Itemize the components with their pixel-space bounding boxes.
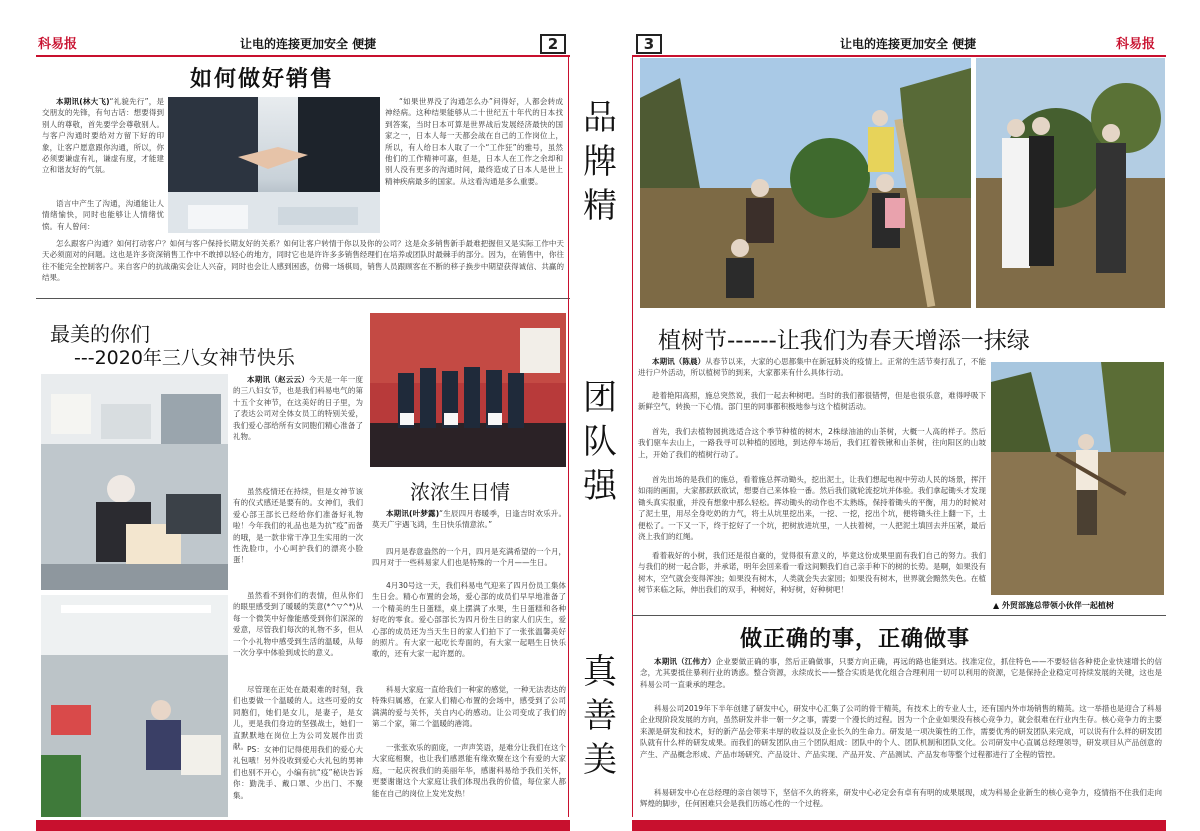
birthday-paragraph-3: 4月30号这一天，我们科易电气迎来了四月份员工集体生日会。精心布置的会场，爱心部的成员们早早地准备了一个精美的生日蛋糕，桌上摆满了水果，生日蛋糕和各种好吃的零食。爱心部部长为四月份生日的家人们庆生，爱心部的成员还为当天生日的家人们拍下了一张张温馨美好的照片。有大家一起吃长寿面的，有大家一起唱生日快乐歌的，还有大家一起许愿的。: [372, 581, 566, 659]
tree-title: 植树节------让我们为春天增添一抹绿: [658, 328, 1030, 354]
right-article-paragraph-1: 本期讯（江伟方）企业要做正确的事，然后正确做事，只要方向正确，再远的路也能到达。找准定位，抓住特色——不要轻信各种使企业快速增长的信念，尤其要抵住暴利行业的诱惑。整合资源，永续成长——整合实质是优化组合合理利用一切可以利用的资源，它是保持企业稳定可持续发展的关键，这也是科易公司一直秉承的理念。: [640, 657, 1162, 689]
vertical-slogan-2: 团 队 强: [583, 378, 617, 506]
birthday-paragraph-4: 科易大家庭一直给我们一种家的感觉，一种无法表达的特殊归属感，在家人们精心布置的会场中，感受到了公司满满的爱与关怀，关自内心的感动。让公司变成了我们的第二个家，第二个温暖的港湾。: [372, 685, 566, 729]
sales-lead: 本期讯(林大飞): [56, 97, 110, 106]
tree-paragraph-3: 首先，我们去植物园挑选适合这个季节种植的树木，2株绿油油的山茶树，大概一人高的样子。然后我们驱车去山上，一路我寻可以种植的园地，到达停车场后，我们扛着铁锹和山茶树，往向阳区的山坡上，开始了我们的植树行动了。: [638, 427, 986, 459]
sales-paragraph-2: 语言中产生了沟通，沟通能让人情绪愉快，同时也能够让人情绪忧愤。有人曾问：: [42, 199, 164, 231]
section-divider: [632, 615, 1166, 616]
header-rule: [632, 55, 1166, 57]
sales-p1: “礼貌先行”，是交朋友的先锋，有句古话：想要得到别人的尊敬，首先要学会尊敬别人。与客户沟通时要给对方留下好的印象，让客户愿意跟你沟通，所以，你必须要谦虚有礼，谦虚有度，才能建立和谐友好的气氛。: [42, 97, 164, 175]
birthday-illustration: [370, 313, 566, 467]
birthday-paragraph-2: 四月是春意盎然的一个月，四月是充满希望的一个月，四月对于一些科易家人们也是特殊的一个月——生日。: [372, 547, 566, 568]
birthday-paragraph-1: 本期讯(叶梦露)“生辰四月春暖季，日逢吉时欢乐升。莫天广宇遇飞鸿，生日快乐情意浓。”: [372, 509, 566, 530]
vertical-slogan-3: 真 善 美: [583, 652, 617, 780]
womens-paragraph-4: 尽管现在正处在最艰难的时刻，我们也要做一个温暖的人。这些可爱的女同胞们，她们是女儿，是妻子，是女儿，更是我们身边的坚强战士，她们一直默默地在岗位上为公司发展作出贡献。: [233, 685, 363, 752]
right-article-lead: 本期讯（江伟方）: [654, 657, 716, 666]
tree-planting-photo-3: [991, 362, 1164, 595]
page-number: 2: [540, 34, 566, 54]
right-article-paragraph-3: 科易研发中心在总经理的亲自领导下，坚信不久的将来，研发中心必定会有卓有有明的成果展现，成为科易企业新生的核心竞争力，疫情指不住我们走向辉煌的脚步，任何困难只会是我们历练心性的一个过程。: [640, 788, 1162, 809]
section-divider: [36, 298, 570, 299]
birthday-group-photo: [370, 313, 566, 467]
factory-photo: [41, 595, 228, 817]
page-number: 3: [636, 34, 662, 54]
right-page: [600, 0, 1200, 831]
womens-paragraph-1: 本期讯（赵云云）今天是一年一度的三八妇女节，也是我们科易电气的第十五个女神节，在这美好的日子里，为了表达公司对全体女员工的特别关爱，我们爱心部给所有女同胞们精心准备了礼物。: [233, 375, 363, 442]
tree-planting-illustration-3: [991, 362, 1164, 595]
header-slogan: 让电的连接更加安全 便捷: [240, 37, 377, 51]
header-rule: [36, 55, 570, 57]
header-slogan: 让电的连接更加安全 便捷: [840, 37, 977, 51]
tree-paragraph-2: 趁着艳阳高照，施总突然说，我们一起去种树吧。当时的我们都很错愕，但是也很乐意，难得呼吸下新鲜空气，转换一下心情。部门里的同事都积极地参与这个植树活动。: [638, 391, 986, 412]
vertical-slogan-1: 品 牌 精: [583, 98, 617, 226]
tree-photo-caption: ▲ 外贸部施总带领小伙伴一起植树: [993, 601, 1114, 610]
womens-day-title-2: ---2020年三八女神节快乐: [74, 347, 295, 369]
tree-paragraph-1: 本期讯（陈晨）从春节以来，大家的心思都集中在新冠肺炎的疫情上。正常的生活节奏打乱了，不能进行户外活动，所以植树节的到来，大家都来有什么具体行动。: [638, 357, 987, 378]
sales-paragraph-4: 怎么跟客户沟通？如何打动客户？如何与客户保持长期友好的关系？如何让客户转情于你以及你的公司？这是众多销售新手最难把握但又是实际工作中天天必须面对的问题。这也是许多资深销售工作中不敢掉以轻心的地方，同时它也是许许多多销售经理们在培养或团队时最棘手的部分。因为，在销售中，你往往不能完全控制客户。来自客户的抗战确实会让人兴奋，同时也会让人感到困惑，仿佛一场棋局，销售人员跟顾客在不断的移子换步中期望获得诚信、共赢的结果。: [42, 239, 564, 283]
tree-planting-illustration-1: [640, 58, 971, 308]
office-illustration: [41, 374, 228, 590]
footer-bar: [36, 820, 570, 831]
tree-planting-photo-2: [976, 58, 1165, 308]
sales-paragraph-3: “如果世界没了沟通怎么办”问得好，人都会转成神经病。这种结果能够从二十世纪五十年代的日本找到答案，当时日本可算是世界战后发展经济最快的国家之一，日本人每一天都会战在自己的工作岗位上，所以，有人给日本人取了一个“工作狂”的雅号，虽然他们的工作精神可嘉，但是，日本人在工作之余却和别人没有更多的沟通时间，最终造成了日本人是世上精神疾病最多的国家。从这看沟通是多么重要。: [385, 97, 563, 186]
womens-paragraph-2: 虽然疫情还在持续，但是女神节该有的仪式感还是要有的。女神们，我们爱心部王部长已经给你们准备好礼物啦！今年我们的礼品也是为抗“疫”而备的哦，是一款非常干净卫生实用的一次性洗脸巾，小心呵护我们的漂亮小脸蛋！: [233, 487, 363, 565]
tree-planting-photo-1: [640, 58, 971, 308]
factory-illustration: [41, 595, 228, 817]
right-article-paragraph-2: 科易公司2019年下半年创建了研发中心，研发中心汇集了公司的骨干精英，有技术上的专业人士，还有国内外市场销售的精英。这一举措也是迎合了科易企业现阶段发展的方向，虽然研发并非一朝一夕之事，需要一个漫长的过程。因为一个企业如果没有核心竞争力，就会很难在行业内生存。核心竞争力的主要来源是研发和技术，好的新产品会带来丰厚的收益以及企业长久的生命力。研发是一项决策性的工作，需要优秀的研发团队来完成，可以说有什么样的研发团队就有什么样的研发成果。而我们的研发团队由三个团队组成：团队中的个人、团队机制和团队文化。公司研发中心直属总经理领导，研发项目从产品创意的产生、产品概念形成、产品市场研究、产品设计、产品实现、产品开发、产品测试、产品发布等整个过程都进行了全程的管控。: [640, 704, 1162, 759]
birthday-paragraph-5: 一张张欢乐的面庞，一声声笑语，是难分让我们在这个大家庭相聚，也让我们感恩能有缘欢聚在这个有爱的大家庭，一起庆祝我们的美丽年华，感谢科易给予我们关怀，更要谢谢这个大家庭让我们体现出我的价值，每位家人都能在自己的岗位上发光发热！: [372, 743, 566, 798]
womens-paragraph-3: 虽然看不到你们的表情，但从你们的眼里感受到了暖暖的笑意(*^▽^*)从每一个微笑中好像能感受到你们深深的爱意，尽管我们每次的礼物不多，但从一个小礼物中感受到生活的温暖，从每一次分享中体验到成长的意义。: [233, 591, 363, 658]
tree-lead: 本期讯（陈晨）: [652, 357, 706, 366]
birthday-lead: 本期讯(叶梦露): [386, 509, 440, 518]
womens-paragraph-5: PS：女神们记得使用我们的爱心大礼包哦！另外没收到爱心大礼包的男神们也别不开心，小编有抗“疫”秘诀告诉你：勤洗手、戴口罩、少出门、不聚集。: [233, 745, 363, 800]
womens-lead: 本期讯: [247, 375, 271, 384]
brand-logo: 科易报: [1116, 37, 1156, 52]
right-article-title: 做正确的事，正确做事: [740, 626, 971, 652]
handshake-illustration: [168, 97, 380, 233]
tree-planting-illustration-2: [976, 58, 1165, 308]
womens-day-title-1: 最美的你们: [50, 322, 150, 346]
birthday-title: 浓浓生日情: [410, 480, 510, 504]
right-margin-rule: [632, 55, 633, 817]
office-photo: [41, 374, 228, 590]
womens-author: （赵云云）: [270, 375, 309, 384]
tree-paragraph-4: 首先出场的是我们的施总，看着施总挥动锄头，挖出泥土，让我们想起电视中劳动人民的场景，挥汗如雨的画面，大家都跃跃欲试，想要自己来体验一番。然后我们就轮流挖坑并体验。我们拿起锄头才发现锄头真实很重，并没有想象中那么轻松。挥动锄头的动作也不太熟练，保持着锄头的平衡，用力的时候对了泥土里，用尽全身吃奶的力气，将土从坑里挖出来，一挖、一挖，挖出个坑，便将锄头往上翻一下，土便松了。一下又一下，终于挖好了一个坑，把树放进坑里，一人扶着树，一人把泥土填回去并压紧，最后浇上我们的红绳。: [638, 475, 986, 542]
brand-logo: 科易报: [38, 37, 78, 52]
tree-paragraph-5: 看着栽好的小树，我们还是很自豪的，觉得很有意义的，毕竟这份成果里面有我们自己的努力。我们与我们的树一起合影，并承诺，明年会回来看一看这间颗我们自己亲手种下的树的长势。是啊，如果没有树木，空气就会变得浑浊；如果没有树木，人类就会失去家园；如果没有树木，世界就会黯然失色。在植树节来临之际，伸出我们的双手，种树好，种好树，好种树吧！: [638, 551, 986, 595]
footer-bar: [632, 820, 1166, 831]
handshake-photo: [168, 97, 380, 233]
left-margin-rule: [568, 55, 569, 817]
sales-title: 如何做好销售: [190, 66, 335, 92]
